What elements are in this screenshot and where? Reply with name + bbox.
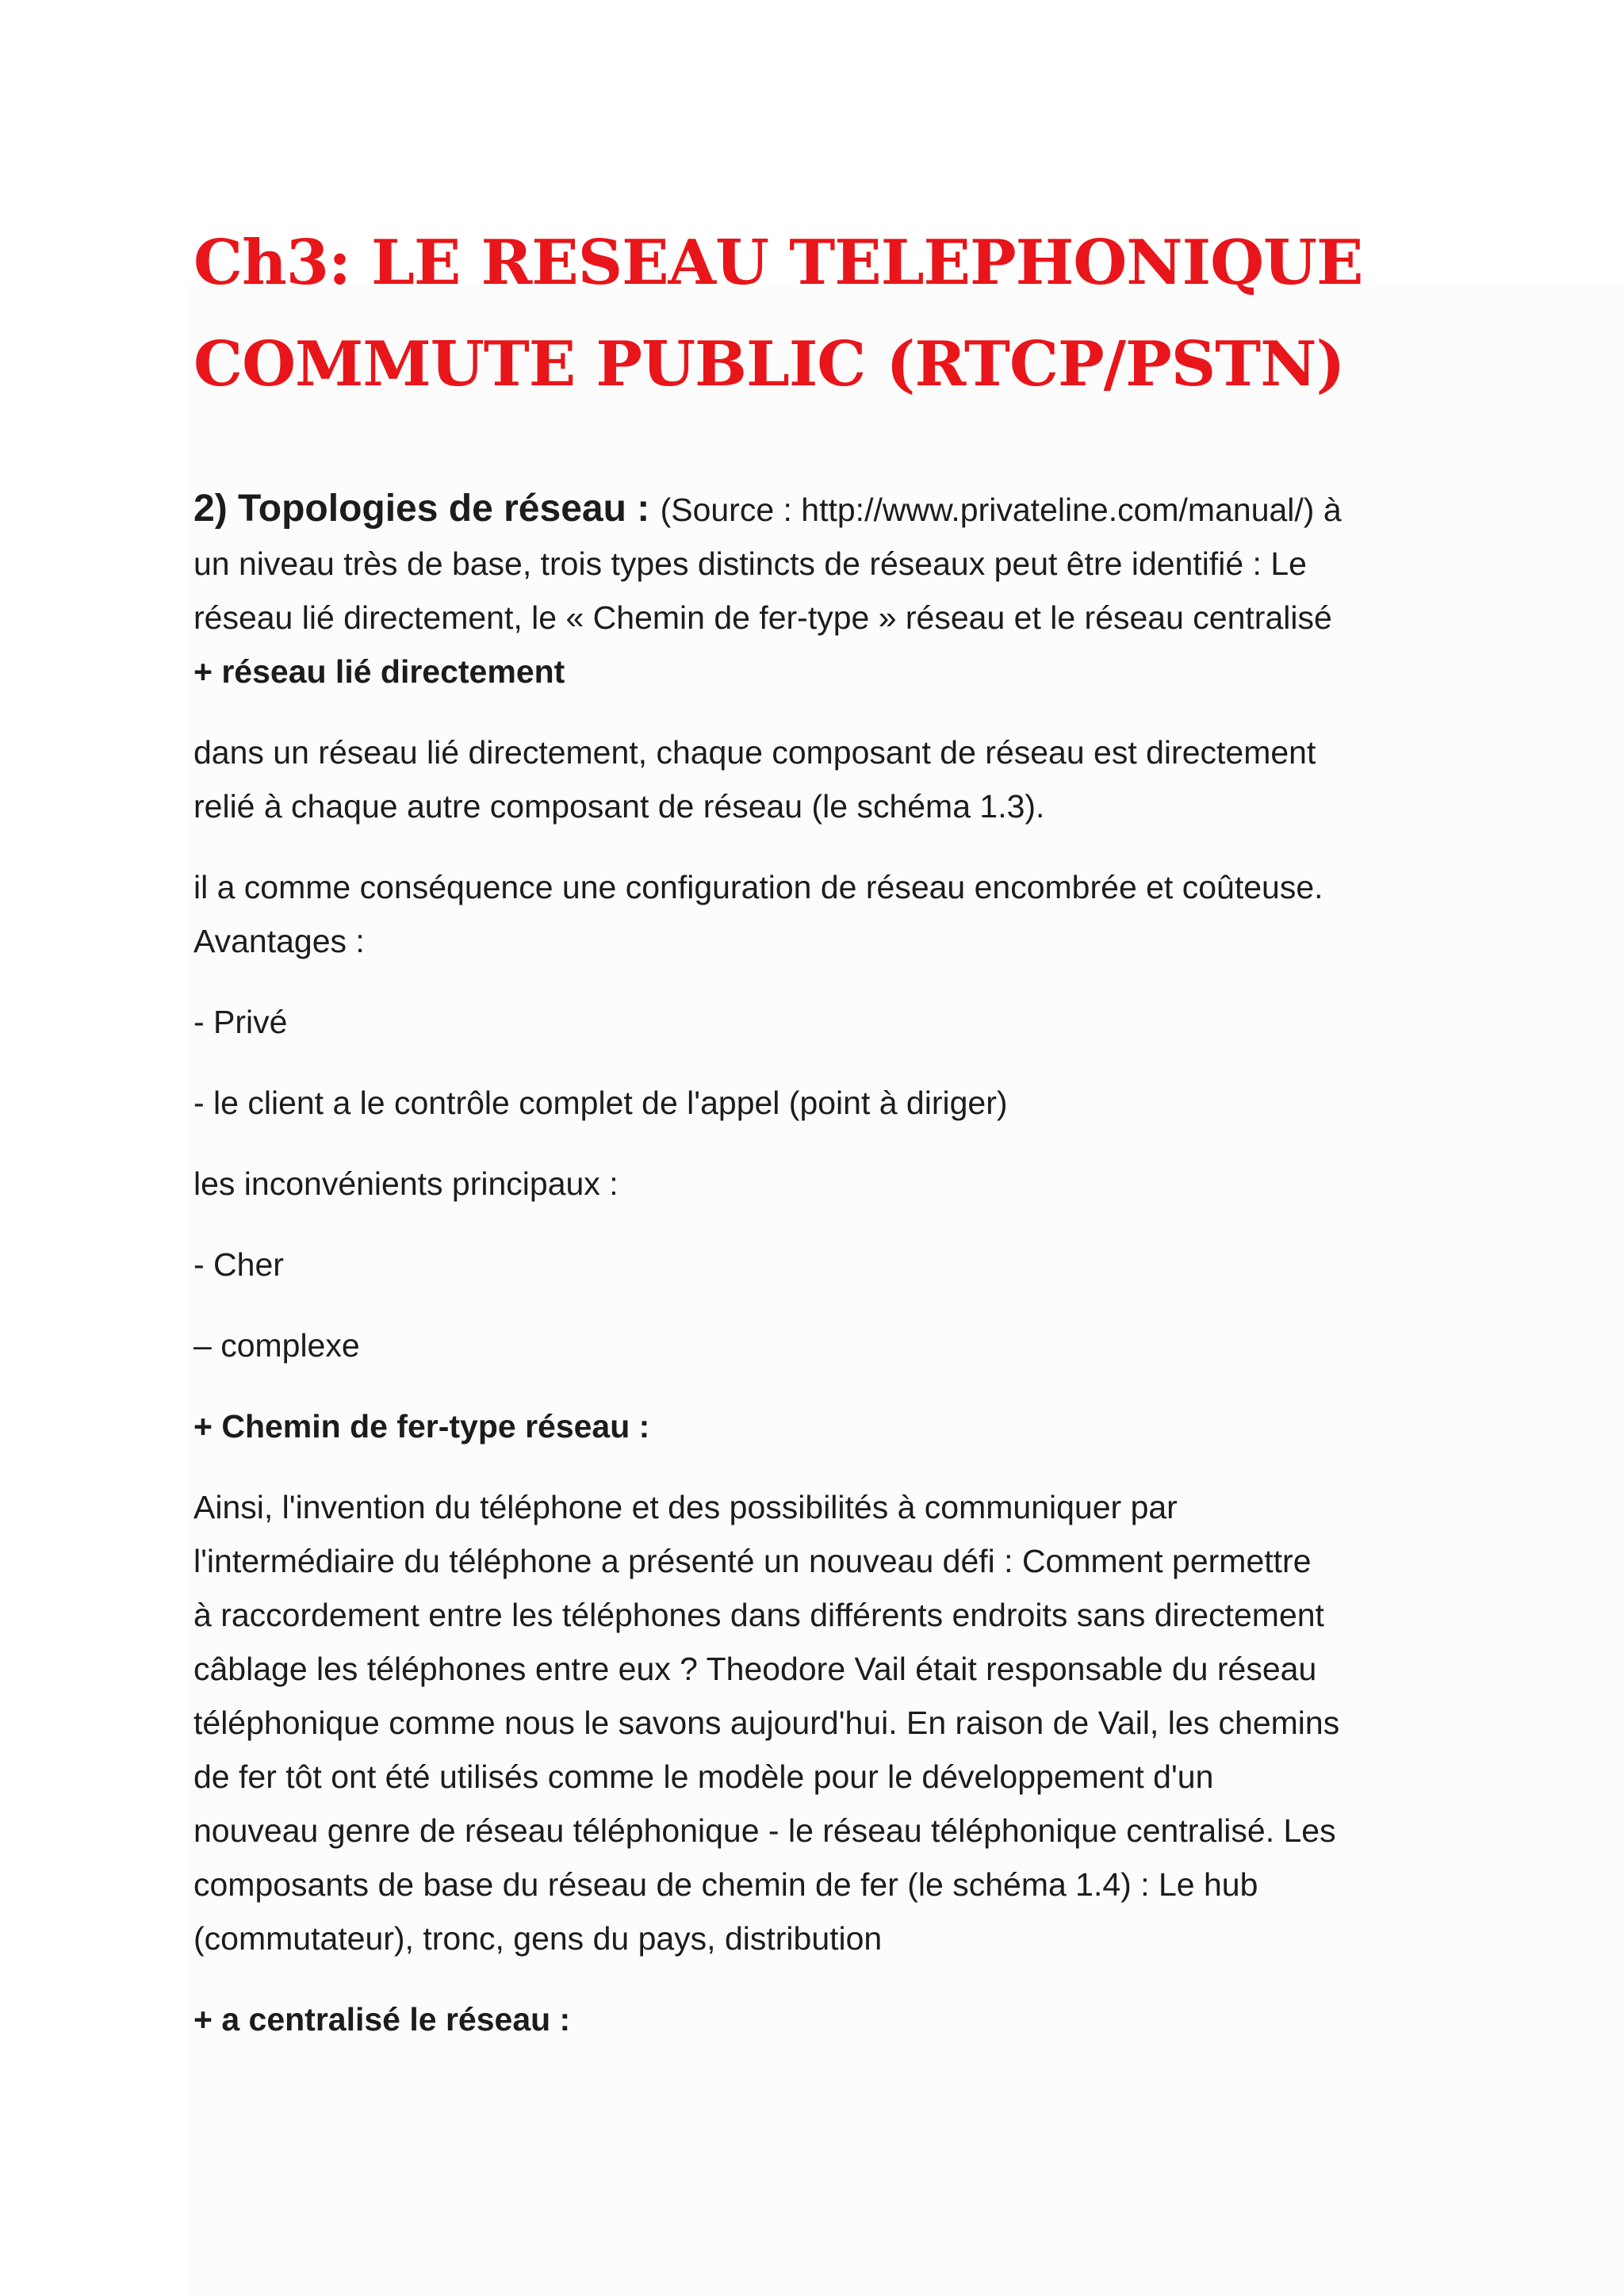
disadvantage-item: - Cher [193,1246,284,1283]
railroad-line: câblage les téléphones entre eux ? Theodore Vail était responsable du réseau [193,1651,1317,1687]
section-heading: 2) Topologies de réseau : [193,488,661,530]
direct-line: relié à chaque autre composant de réseau (le schéma 1.3). [193,788,1045,825]
railroad-line: composants de base du réseau de chemin de fer (le schéma 1.4) : Le hub [193,1866,1258,1903]
topologies-first-line [193,482,1454,537]
railroad-line: (commutateur), tronc, gens du pays, distribution [193,1920,883,1957]
railroad-line: de fer tôt ont été utilisés comme le modèle pour le développement d'un [193,1758,1214,1795]
consequence-line: il a comme conséquence une configuration de réseau encombrée et coûteuse. [193,869,1323,905]
consequence-paragraph [193,860,1454,968]
source-text: (Source : http://www.privateline.com/manual/) à [660,492,1342,528]
direct-line: dans un réseau lié directement, chaque composant de réseau est directement [193,734,1316,771]
intro-line: un niveau très de base, trois types distincts de réseaux peut être identifié : Le [193,545,1307,582]
direct-network-description [193,725,1454,833]
subheading-railroad-network: + Chemin de fer-type réseau : [193,1408,650,1445]
intro-line: réseau lié directement, le « Chemin de fer-type » réseau et le réseau centralisé [193,599,1332,636]
topologies-paragraph [193,482,1454,698]
advantages-label: Avantages : [193,923,365,959]
title-line-2: COMMUTE PUBLIC (RTCP/PSTN) [193,328,1345,400]
railroad-paragraph [193,1480,1454,1965]
document-body [193,482,1454,2073]
railroad-line: téléphonique comme nous le savons aujourd'hui. En raison de Vail, les chemins [193,1705,1340,1741]
disadvantage-item: – complexe [193,1327,360,1364]
subheading-direct-network: + réseau lié directement [193,653,565,690]
advantage-item: - Privé [193,1004,288,1040]
subheading-centralized-network: + a centralisé le réseau : [193,2001,571,2038]
advantage-item: - le client a le contrôle complet de l'appel (point à diriger) [193,1085,1008,1121]
railroad-line: Ainsi, l'invention du téléphone et des possibilités à communiquer par [193,1489,1178,1525]
disadvantages-label: les inconvénients principaux : [193,1165,619,1202]
railroad-line: à raccordement entre les téléphones dans différents endroits sans directement [193,1597,1324,1633]
document-title [193,212,1542,415]
railroad-line: l'intermédiaire du téléphone a présenté un nouveau défi : Comment permettre [193,1543,1312,1579]
title-line-1: Ch3: LE RESEAU TELEPHONIQUE [193,227,1363,299]
railroad-line: nouveau genre de réseau téléphonique - le réseau téléphonique centralisé. Les [193,1812,1336,1849]
